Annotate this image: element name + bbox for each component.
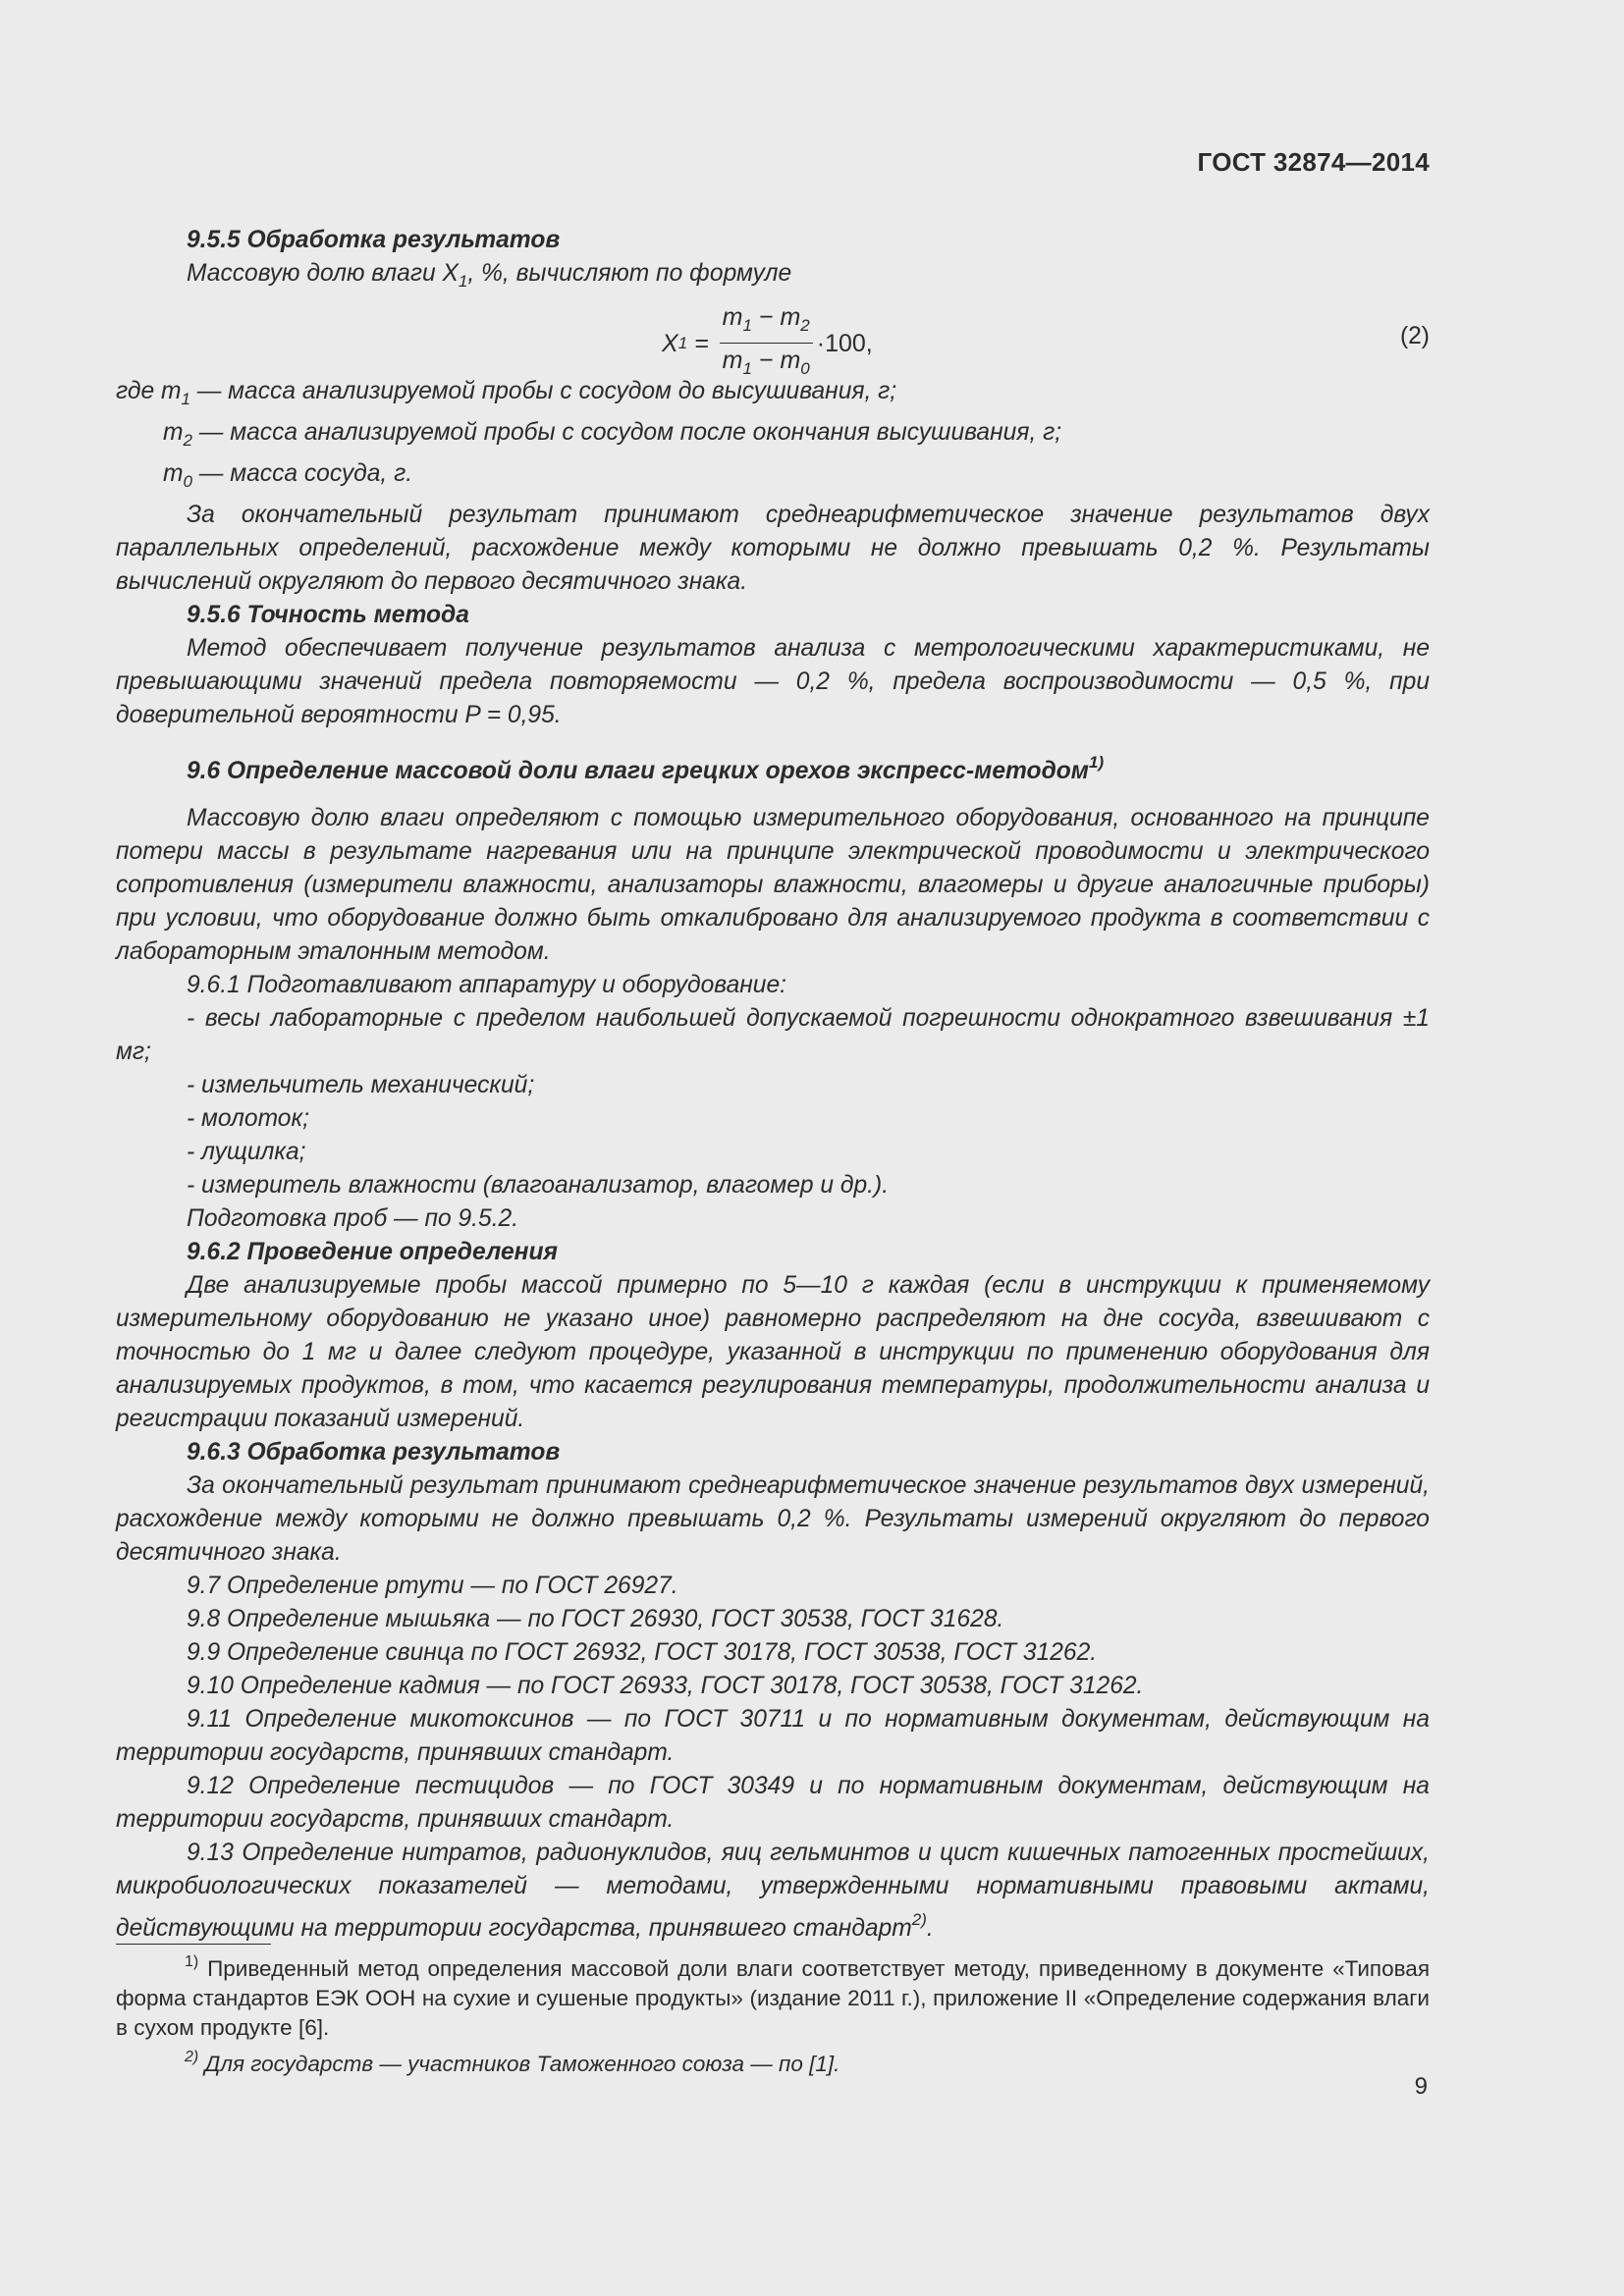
section-9-6-2-title: 9.6.2 Проведение определения	[187, 1239, 558, 1265]
equipment-item: - измельчитель механический;	[187, 1072, 535, 1098]
formula-2	[116, 298, 1430, 378]
section-9-11: 9.11 Определение микотоксинов — по ГОСТ 30711 и по нормативным документам, действующим на территории государств, принявших стандарт.	[116, 1706, 1430, 1766]
footnotes	[116, 1948, 1430, 2079]
formula-numerator: $m_1 - m_2$	[720, 302, 813, 344]
section-9-9: 9.9 Определение свинца по ГОСТ 26932, ГОСТ 30178, ГОСТ 30538, ГОСТ 31262.	[187, 1639, 1098, 1666]
section-9-7: 9.7 Определение ртути — по ГОСТ 26927.	[187, 1573, 678, 1599]
section-9-6-title: 9.6 Определение массовой доли влаги грецких орехов экспресс-методом$^{1)}$	[187, 753, 1105, 784]
formula-number: (2)	[1399, 323, 1430, 349]
formula-expression: X 1 = $\frac{m_1 - m_2}{m_1 - m_0}$ ·100,	[662, 302, 873, 384]
section-9-6-2-text: Две анализируемые пробы массой примерно по 5—10 г каждая (если в инструкции к применяемому измерительному оборудованию не указано иное) равномерно распределяют на дне сосуда, взвешивают с точностью до 1 мг и далее следуют процедуре, указанной в инструкции по применению оборудования для анализируемых продуктов, в том, что касается регулирования температуры, продолжительности анализа и регистрации показаний измерений.	[116, 1272, 1430, 1432]
footnote-2: $^{2)}$ Для государств — участников Таможенного союза — по [1].	[185, 2049, 840, 2076]
section-9-6-3-title: 9.6.3 Обработка результатов	[187, 1439, 561, 1466]
equipment-item: - измеритель влажности (влагоанализатор, влагомер и др.).	[187, 1172, 890, 1199]
section-9-5-6-title: 9.5.6 Точность метода	[187, 602, 469, 628]
page-number: 9	[1414, 2073, 1428, 2100]
footnote-1: $^{1)}$ Приведенный метод определения массовой доли влаги соответствует методу, приведенному в документе «Типовая форма стандартов ЕЭК ООН на сухие и сушеные продукты» (издание 2011 г.), приложение II «Определение содержания влаги в сухом продукте [6].	[116, 1953, 1430, 2040]
footnote-separator	[116, 1944, 271, 1945]
where-line-m1: где $m_1$ — масса анализируемой пробы с сосудом до высушивания, г;	[116, 378, 897, 408]
where-line-m2: $m_2$ — масса анализируемой пробы с сосудом после окончания высушивания, г;	[163, 419, 1062, 450]
section-9-6-3-text: За окончательный результат принимают среднеарифметическое значение результатов двух измерений, расхождение между которыми не должно превышать 0,2 %. Результаты измерений округляют до первого десятичного знака.	[116, 1472, 1430, 1566]
where-line-m0: $m_0$ — масса сосуда, г.	[163, 460, 413, 491]
section-9-5-5-intro: Массовую долю влаги $X_1$, %, вычисляют по формуле	[187, 260, 792, 291]
section-9-8: 9.8 Определение мышьяка — по ГОСТ 26930, ГОСТ 30538, ГОСТ 31628.	[187, 1606, 1004, 1632]
section-9-10: 9.10 Определение кадмия — по ГОСТ 26933, ГОСТ 30178, ГОСТ 30538, ГОСТ 31262.	[187, 1673, 1144, 1699]
equipment-item: - молоток;	[187, 1105, 309, 1132]
sample-preparation: Подготовка проб — по 9.5.2.	[187, 1205, 519, 1232]
formula-fraction	[720, 302, 813, 384]
equipment-item: - лущилка;	[187, 1139, 306, 1165]
section-9-12: 9.12 Определение пестицидов — по ГОСТ 30349 и по нормативным документам, действующим на территории государств, принявших стандарт.	[116, 1773, 1430, 1833]
formula-denominator: $m_1 - m_0$	[722, 347, 810, 378]
section-9-6-1-title: 9.6.1 Подготавливают аппаратуру и оборудование:	[187, 972, 786, 998]
section-9-6-text: Массовую долю влаги определяют с помощью измерительного оборудования, основанного на принципе потери массы в результате нагревания или на принципе электрической проводимости и электрического сопротивления (измерители влажности, анализаторы влажности, влагомеры и другие аналогичные приборы) при условии, что оборудование должно быть откалибровано для анализируемого продукта в соответствии с лабораторным эталонным методом.	[116, 805, 1430, 965]
equipment-item: - весы лабораторные с пределом наибольшей допускаемой погрешности однократного взвешивания ±1 мг;	[116, 1005, 1430, 1065]
section-9-13: 9.13 Определение нитратов, радионуклидов, яиц гельминтов и цист кишечных патогенных простейших, микробиологических показателей — методами, утвержденными нормативными правовыми актами, действующими на территории государства, принявшего стандарт$^{2)}$.	[116, 1840, 1430, 1942]
document-body	[116, 224, 1430, 1946]
section-9-5-6-text: Метод обеспечивает получение результатов анализа с метрологическими характеристиками, не превышающими значений предела повторяемости — 0,2 %, предела воспроизводимости — 0,5 %, при доверительной вероятности P = 0,95.	[116, 635, 1430, 728]
document-header: ГОСТ 32874—2014	[1197, 147, 1430, 177]
section-9-5-5-final: За окончательный результат принимают среднеарифметическое значение результатов двух параллельных определений, расхождение между которыми не должно превышать 0,2 %. Результаты вычислений округляют до первого десятичного знака.	[116, 502, 1430, 595]
section-9-5-5-title: 9.5.5 Обработка результатов	[187, 227, 561, 253]
